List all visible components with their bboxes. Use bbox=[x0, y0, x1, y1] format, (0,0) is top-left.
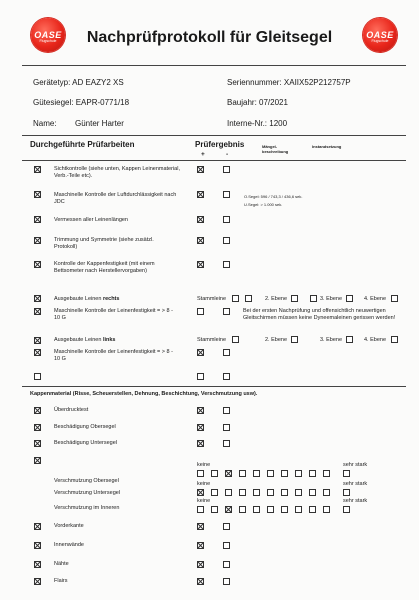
minus-checkbox[interactable] bbox=[223, 542, 230, 549]
seriennummer: Seriennummer: XAIIX52P212757P bbox=[227, 78, 351, 87]
minus-checkbox[interactable] bbox=[223, 578, 230, 585]
scale-box-6[interactable] bbox=[267, 506, 274, 513]
col-minus-header: - bbox=[226, 151, 229, 158]
row-checkbox[interactable] bbox=[34, 216, 41, 223]
scale-box-1[interactable] bbox=[197, 489, 204, 496]
minus-checkbox[interactable] bbox=[223, 191, 230, 198]
scale-box-7[interactable] bbox=[281, 506, 288, 513]
row-text: Kontrolle der Kappenfestigkeit (mit einem Bettsometer nach Herstellervorgaben) bbox=[54, 261, 155, 274]
minus-checkbox[interactable] bbox=[223, 561, 230, 568]
row-text-main: Ausgebaute Leinen bbox=[54, 296, 102, 302]
row-text bbox=[54, 296, 119, 303]
row-checkbox[interactable] bbox=[34, 561, 41, 568]
scale-box-7[interactable] bbox=[281, 489, 288, 496]
row-checkbox[interactable] bbox=[34, 237, 41, 244]
row-text: Innenwände bbox=[54, 542, 84, 548]
plus-checkbox[interactable] bbox=[197, 561, 204, 568]
scale-box-5[interactable] bbox=[253, 489, 260, 496]
ebene3-end-checkbox[interactable] bbox=[346, 295, 353, 302]
scale-left-label: keine bbox=[197, 481, 211, 487]
minus-checkbox[interactable] bbox=[223, 373, 230, 380]
plus-checkbox[interactable] bbox=[197, 216, 204, 223]
baujahr: Baujahr: 07/2021 bbox=[227, 98, 288, 107]
ebene2-checkbox[interactable] bbox=[291, 336, 298, 343]
scale-box-7[interactable] bbox=[281, 470, 288, 477]
scale-right-label: sehr stark bbox=[343, 498, 368, 504]
row-checkbox[interactable] bbox=[34, 440, 41, 447]
row-text: Verschmutzung im Inneren bbox=[54, 505, 120, 511]
row-checkbox[interactable] bbox=[34, 373, 41, 380]
row-text-main: Ausgebaute Leinen bbox=[54, 337, 102, 343]
row-checkbox[interactable] bbox=[34, 578, 41, 585]
ebene3-box[interactable] bbox=[310, 295, 317, 302]
scale-box-9[interactable] bbox=[309, 506, 316, 513]
row-checkbox[interactable] bbox=[34, 349, 41, 356]
plus-checkbox[interactable] bbox=[197, 424, 204, 431]
scale-box-6[interactable] bbox=[267, 470, 274, 477]
verschmutzung-checkbox[interactable] bbox=[34, 457, 41, 464]
scale-box-10[interactable] bbox=[323, 506, 330, 513]
col-plus-header: + bbox=[201, 151, 205, 158]
plus-checkbox[interactable] bbox=[197, 373, 204, 380]
ebene4-checkbox[interactable] bbox=[391, 336, 398, 343]
divider bbox=[22, 386, 406, 387]
scale-box-3[interactable] bbox=[225, 470, 232, 477]
jdc-note-untersegel: U.Segel: > 1.000 sek. bbox=[244, 202, 283, 207]
scale-box-9[interactable] bbox=[309, 489, 316, 496]
row-text: Vorderkante bbox=[54, 523, 84, 529]
dyneema-note: Bei der ersten Nachprüfung und offensichtlich neuwertigen Gleitschirmen müssen keine Dyneemaleinen gerissen werden! bbox=[243, 308, 396, 321]
row-checkbox[interactable] bbox=[34, 308, 41, 315]
scale-left-label: keine bbox=[197, 462, 211, 468]
plus-checkbox[interactable] bbox=[197, 407, 204, 414]
logo-subtext: Flugschule bbox=[39, 39, 57, 43]
scale-box-8[interactable] bbox=[295, 470, 302, 477]
row-text: Sichtkontrolle (siehe unten, Kappen Leinenmaterial, Verb.-Teile etc). bbox=[54, 166, 180, 179]
row-text: Beschädigung Obersegel bbox=[54, 424, 116, 430]
minus-checkbox[interactable] bbox=[223, 237, 230, 244]
minus-checkbox[interactable] bbox=[223, 349, 230, 356]
row-checkbox[interactable] bbox=[34, 295, 41, 302]
stammleine-checkbox[interactable] bbox=[232, 336, 239, 343]
scale-box-10[interactable] bbox=[323, 489, 330, 496]
scale-box-4[interactable] bbox=[239, 506, 246, 513]
stammleine-checkbox[interactable] bbox=[232, 295, 239, 302]
scale-box-3[interactable] bbox=[225, 489, 232, 496]
col-defects-header: Mängel-beschreibung bbox=[262, 144, 289, 154]
stammleine-label: Stammleine bbox=[197, 337, 227, 343]
col-result-header: Prüfergebnis bbox=[195, 140, 245, 149]
col-work-header: Durchgeführte Prüfarbeiten bbox=[30, 140, 135, 149]
minus-checkbox[interactable] bbox=[223, 440, 230, 447]
scale-box-11[interactable] bbox=[343, 489, 350, 496]
ebene4-label: 4. Ebene bbox=[364, 337, 387, 343]
ebene3-checkbox[interactable] bbox=[291, 295, 298, 302]
scale-box-2[interactable] bbox=[211, 470, 218, 477]
row-checkbox[interactable] bbox=[34, 337, 41, 344]
plus-checkbox[interactable] bbox=[197, 578, 204, 585]
kappe-heading: Kappenmaterial (Risse, Scheuerstellen, Dehnung, Beschichtung, Verschmutzung usw). bbox=[30, 391, 258, 397]
scale-box-10[interactable] bbox=[323, 470, 330, 477]
plus-checkbox[interactable] bbox=[197, 542, 204, 549]
minus-checkbox[interactable] bbox=[223, 308, 230, 315]
plus-checkbox[interactable] bbox=[197, 308, 204, 315]
scale-right-label: sehr stark bbox=[343, 462, 368, 468]
name-label: Name: bbox=[33, 119, 57, 128]
name-value: Günter Harter bbox=[75, 119, 124, 128]
jdc-note-obersegel: O.Segel: 596 / 743,3 / 436,6 sek. bbox=[244, 194, 303, 199]
scale-box-5[interactable] bbox=[253, 506, 260, 513]
plus-checkbox[interactable] bbox=[197, 166, 204, 173]
ebene2-checkbox[interactable] bbox=[245, 295, 252, 302]
minus-checkbox[interactable] bbox=[223, 261, 230, 268]
row-text: Maschinelle Kontrolle der Leinenfestigkeit = > 8 - 10 G bbox=[54, 308, 173, 321]
guetesiegel: Gütesiegel: EAPR-0771/18 bbox=[33, 98, 130, 107]
minus-checkbox[interactable] bbox=[223, 523, 230, 530]
interne-nr: Interne-Nr.: 1200 bbox=[227, 119, 288, 128]
scale-box-8[interactable] bbox=[295, 489, 302, 496]
scale-box-4[interactable] bbox=[239, 470, 246, 477]
minus-checkbox[interactable] bbox=[223, 407, 230, 414]
minus-checkbox[interactable] bbox=[223, 424, 230, 431]
row-text: Beschädigung Untersegel bbox=[54, 440, 117, 446]
row-text: Flairs bbox=[54, 578, 68, 584]
row-checkbox[interactable] bbox=[34, 407, 41, 414]
row-text: Überdrucktest bbox=[54, 407, 89, 413]
row-checkbox[interactable] bbox=[34, 542, 41, 549]
row-text-side: links bbox=[102, 337, 116, 343]
plus-checkbox[interactable] bbox=[197, 349, 204, 356]
row-text: Vermessen aller Leinenlängen bbox=[54, 217, 128, 223]
row-checkbox[interactable] bbox=[34, 166, 41, 173]
ebene3-label: 3. Ebene bbox=[320, 337, 343, 343]
plus-checkbox[interactable] bbox=[197, 261, 204, 268]
ebene3-label: 3. Ebene bbox=[320, 296, 343, 302]
minus-checkbox[interactable] bbox=[223, 166, 230, 173]
row-checkbox[interactable] bbox=[34, 191, 41, 198]
divider bbox=[22, 135, 406, 136]
ebene2-label: 2. Ebene bbox=[265, 296, 288, 302]
scale-box-9[interactable] bbox=[309, 470, 316, 477]
col-repair-header: Instandsetzung bbox=[312, 144, 342, 149]
plus-checkbox[interactable] bbox=[197, 523, 204, 530]
stammleine-label: Stammleine bbox=[197, 296, 227, 302]
scale-box-1[interactable] bbox=[197, 506, 204, 513]
scale-box-3[interactable] bbox=[225, 506, 232, 513]
plus-checkbox[interactable] bbox=[197, 191, 204, 198]
ebene3-checkbox[interactable] bbox=[346, 336, 353, 343]
scale-left-label: keine bbox=[197, 498, 211, 504]
scale-box-4[interactable] bbox=[239, 489, 246, 496]
minus-checkbox[interactable] bbox=[223, 216, 230, 223]
ebene2-label: 2. Ebene bbox=[265, 337, 288, 343]
row-checkbox[interactable] bbox=[34, 261, 41, 268]
scale-right-label: sehr stark bbox=[343, 481, 368, 487]
row-text: Maschinelle Kontrolle der Leinenfestigkeit = > 8 - 10 G bbox=[54, 349, 173, 362]
logo-subtext: Flugschule bbox=[371, 39, 389, 43]
row-text: Trimmung und Symmetrie (siehe zusätzl. Protokoll) bbox=[54, 237, 154, 250]
row-text: Verschmutzung Untersegel bbox=[54, 490, 121, 496]
ebene4-label: 4. Ebene bbox=[364, 296, 387, 302]
divider bbox=[22, 65, 406, 66]
row-text: Maschinelle Kontrolle der Luftdurchlässigkeit nach JDC bbox=[54, 192, 177, 205]
ebene4-checkbox[interactable] bbox=[391, 295, 398, 302]
scale-box-5[interactable] bbox=[253, 470, 260, 477]
row-text: Verschmutzung Obersegel bbox=[54, 478, 119, 484]
scale-box-8[interactable] bbox=[295, 506, 302, 513]
page-title: Nachprüfprotokoll für Gleitsegel bbox=[86, 29, 333, 46]
plus-checkbox[interactable] bbox=[197, 237, 204, 244]
scale-box-11[interactable] bbox=[343, 470, 350, 477]
scale-box-2[interactable] bbox=[211, 506, 218, 513]
logo-text: OASE bbox=[34, 30, 62, 40]
plus-checkbox[interactable] bbox=[197, 440, 204, 447]
row-text: Nähte bbox=[54, 561, 69, 567]
row-text bbox=[54, 337, 115, 344]
divider bbox=[22, 160, 406, 161]
scale-box-6[interactable] bbox=[267, 489, 274, 496]
row-checkbox[interactable] bbox=[34, 424, 41, 431]
geraetetyp: Gerätetyp: AD EAZY2 XS bbox=[33, 78, 124, 87]
row-text-side: rechts bbox=[102, 296, 120, 302]
scale-box-1[interactable] bbox=[197, 470, 204, 477]
scale-box-11[interactable] bbox=[343, 506, 350, 513]
scale-box-2[interactable] bbox=[211, 489, 218, 496]
row-checkbox[interactable] bbox=[34, 523, 41, 530]
logo-text: OASE bbox=[366, 30, 394, 40]
